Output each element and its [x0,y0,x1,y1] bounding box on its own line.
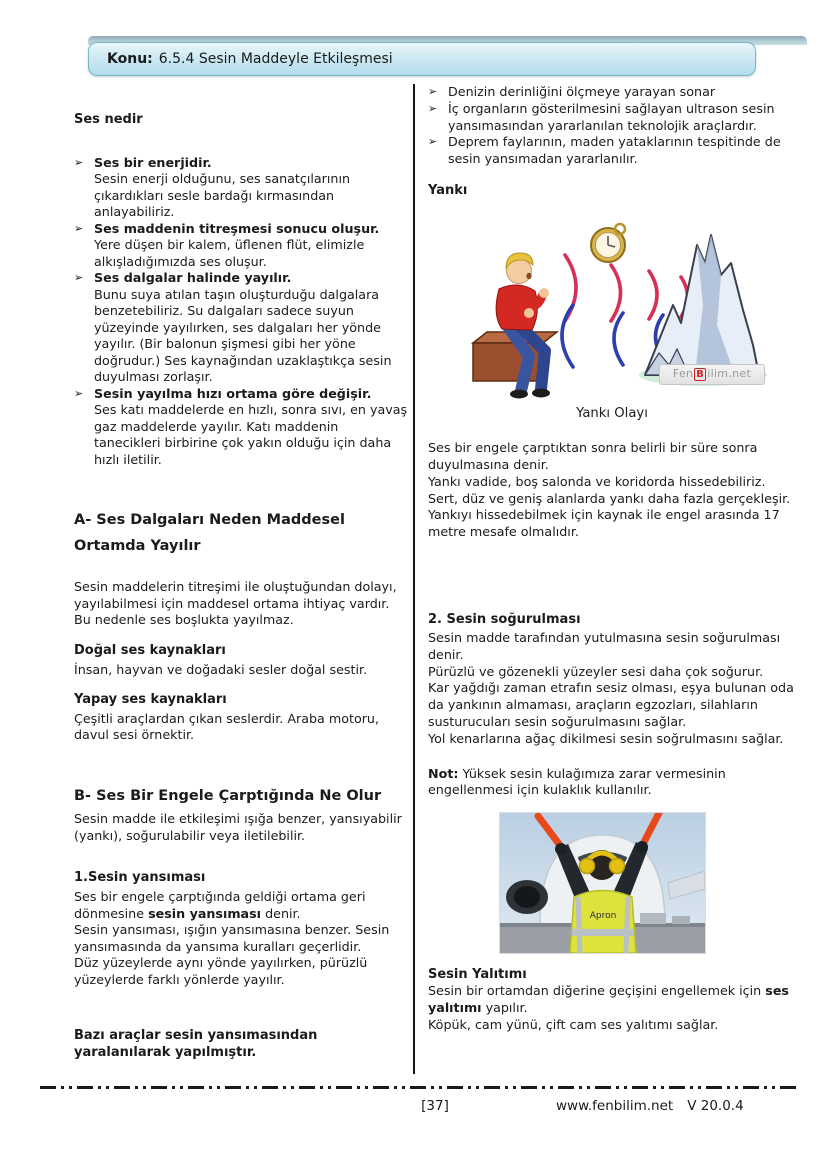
list-item [428,84,796,101]
arrow-bullet-icon: ➢ [74,386,84,400]
text-run: denir. [265,905,301,921]
ear-muff [610,859,625,874]
reflection-line2: Sesin yansıması, ışığın yansımasına benzer. Sesin yansımasında da yansıma kuralları geçerlidir. [74,922,390,954]
artificial-sources-title: Yapay ses kaynakları [74,692,227,708]
text-run: yapılır. [485,999,528,1015]
paragraph: Yankıyı hissedebilmek için kaynak ile engel arasında 17 metre mesafe olmalıdır. [428,507,780,540]
item-body: İç organların gösterilmesini sağlayan ultrason sesin yansımasından yararlanılan teknolojik araçlardır. [448,100,775,133]
marshaller-photo [500,813,705,953]
version-label: V 20.0.4 [687,1098,744,1114]
fact-body: Ses katı maddelerde en hızlı, sonra sıvı, en yavaş gaz maddelerde yayılır. Katı maddenin tanecikleri birbirine çok yakın olduğu için daha hızlı iletilir. [94,402,408,467]
right-column [428,84,796,1033]
note-label: Not: [428,765,459,781]
paragraph: Ses bir engele çarptıktan sonra belirli bir süre sonra duyulmasına denir. [428,440,758,473]
natural-sources-body: İnsan, hayvan ve doğadaki sesler doğal sestir. [74,661,368,677]
list-item [428,101,796,135]
paragraph: Yankı vadide, boş salonda ve koridorda hissedebiliriz. [428,473,766,489]
footer-divider [40,1086,796,1089]
vest-stripe [626,897,628,953]
text-run: Ses bir engele çarptığında geldiği ortama geri dönmesine [74,889,366,921]
note-text: Yüksek sesin kulağımıza zarar vermesinin engellenmesi için kulaklık kullanılır. [428,765,726,798]
figure-caption: Yankı Olayı [576,405,648,421]
text-run-bold: ses yalıtımı [428,982,789,1015]
left-column [74,112,408,1062]
list-item [74,155,408,221]
item-body: Denizin derinliğini ölçmeye yarayan sonar [448,84,716,99]
item-body: Deprem faylarının, maden yataklarının tespitinde de sesin yansımadan yararlanılır. [448,134,781,167]
vest-stripe [578,897,580,953]
arrow-bullet-icon: ➢ [74,221,84,235]
arrow-bullet-icon: ➢ [74,155,84,169]
sound-facts-list [74,155,408,469]
pocket-watch-icon [591,224,625,262]
section-a-heading: A- Ses Dalgaları Neden Maddesel Ortamda Yayılır [74,512,345,554]
list-item [74,386,408,469]
arrow-bullet-icon: ➢ [428,101,438,115]
footer-site-info [556,1098,744,1114]
fenbilim-watermark [659,364,765,385]
section-a-intro: Sesin maddelerin titreşimi ile oluştuğundan dolayı, yayılabilmesi için maddesel ortama ihtiyaç vardır. Bu nedenle ses boşlukta yayılmaz. [74,579,397,628]
section-b-intro: Sesin madde ile etkileşimi ışığa benzer, yansıyabilir (yankı), soğurulabilir veya iletilebilir. [74,811,402,843]
watermark-text: ilim.net [707,367,752,381]
site-url: www.fenbilim.net [556,1098,674,1114]
text-run: Sesin bir ortamdan diğerine geçişini engellemek için [428,982,762,998]
reflection-closing-note: Bazı araçlar sesin yansımasından yaralanılarak yapılmıştır. [74,1028,318,1061]
column-divider [413,84,415,1074]
insulation-heading: Sesin Yalıtımı [428,966,527,982]
insulation-line2: Köpük, cam yünü, çift cam ses yalıtımı sağlar. [428,1016,719,1032]
boy-figure [473,253,557,399]
topic-banner [88,42,756,76]
fact-body: Yere düşen bir kalem, üflenen flüt, elimizle alkışladığımızda ses oluşur. [94,237,365,269]
note-paragraph [428,766,796,800]
list-item [74,221,408,271]
list-item [428,134,796,168]
topic-title: 6.5.4 Sesin Maddeyle Etkileşmesi [158,51,393,67]
page-number: [37] [421,1098,449,1114]
absorption-p2: Pürüzlü ve gözenekli yüzeyler sesi daha çok soğurur. [428,663,764,679]
list-item [74,270,408,386]
absorption-p4: Yol kenarlarına ağaç dikilmesi sesin soğrulmasını sağlar. [428,730,784,746]
arrow-bullet-icon: ➢ [428,85,438,98]
arrow-bullet-icon: ➢ [428,135,438,149]
watermark-text: Fen [672,367,694,381]
fact-body: Bunu suya atılan taşın oluşturduğu dalgalara benzetebiliriz. Su dalgaları sadece suyun yüzeyinde yayılırken, ses dalgaları her yönde yayılır. (Bir balonun şişmesi gibi her yöne doğrudur.) Ses kaynağından uzaklaştıkça sesin duyulması zorlaşır. [94,286,392,385]
fact-title: Ses bir enerjidir. [94,154,212,170]
absorption-p1: Sesin madde tarafından yutulmasına sesin soğurulması denir. [428,630,781,662]
reflection-definition [74,889,408,922]
fact-title: Ses dalgalar halinde yayılır. [94,270,292,286]
artificial-sources-body: Çeşitli araçlardan çıkan seslerdir. Araba motoru, davul sesi örnektir. [74,710,379,743]
ground-vehicle [640,913,666,924]
topic-label: Konu: [107,51,153,67]
arrow-bullet-icon: ➢ [74,271,84,285]
yanki-paragraphs [428,440,796,541]
section-b-heading: B- Ses Bir Engele Çarptığında Ne Olur [74,787,382,804]
ear-muff [580,859,595,874]
reflection-line3: Düz yüzeylerde aynı yönde yayılırken, pürüzlü yüzeylerde farklı yönlerde yayılır. [74,955,368,987]
absorption-heading: 2. Sesin soğurulması [428,612,581,627]
fact-title: Ses maddenin titreşmesi sonucu oluşur. [94,220,380,236]
echo-illustration [453,213,771,401]
reflection-tech-list [428,84,796,168]
ground-vehicle [672,916,690,924]
insulation-line1 [428,983,796,1017]
reflection-title: 1.Sesin yansıması [74,870,206,886]
fact-title: Sesin yayılma hızı ortama göre değişir. [94,385,372,401]
text-run-bold: sesin yansıması [148,905,262,921]
vest-label: Apron [589,911,617,922]
sound-waves-outgoing [565,255,688,321]
heading-ses-nedir: Ses nedir [74,112,143,127]
watermark-b-icon: B [696,368,705,380]
fact-body: Sesin enerji olduğunu, ses sanatçılarının çıkardıkları sesle bardağı kırmasından anlayabiliriz. [94,171,351,220]
natural-sources-title: Doğal ses kaynakları [74,642,226,658]
absorption-p3: Kar yağdığı zaman etrafın sesiz olması, eşya bulunan oda da yankının almaması, araçların egzozları, silahların susturucuları sesin soğurulmasını sağlar. [428,680,794,729]
paragraph: Sert, düz ve geniş alanlarda yankı daha fazla gerçekleşir. [428,490,791,506]
yanki-heading: Yankı [428,182,468,198]
